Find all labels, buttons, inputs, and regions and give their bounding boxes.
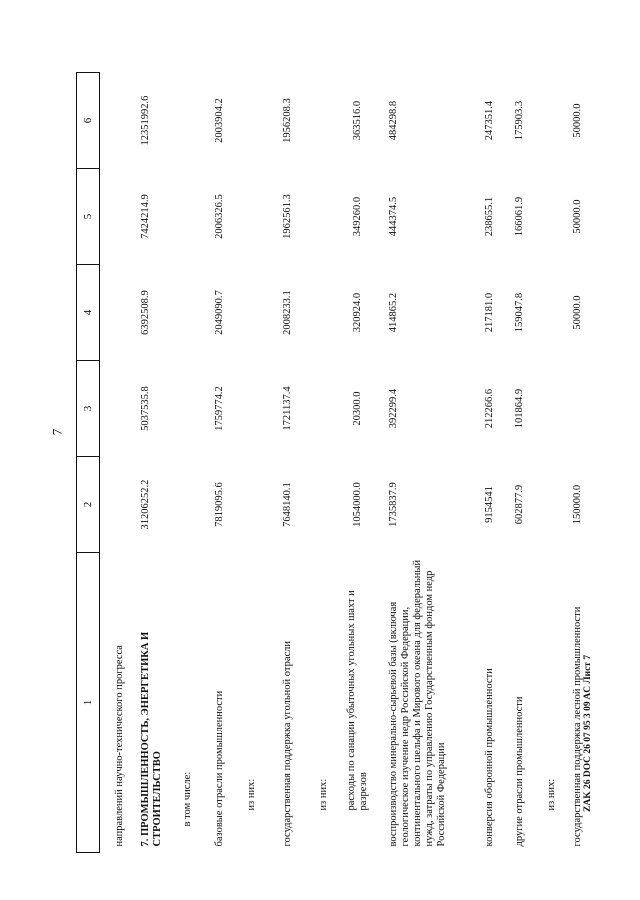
cell-value: 1759774.2: [213, 386, 225, 431]
cell-value: [172, 361, 204, 457]
cell-value: [534, 73, 564, 169]
cell-value: [534, 361, 564, 457]
cell-value: [100, 361, 132, 457]
cell-value: 320924.0: [351, 292, 363, 333]
row-label: воспроизводство минерально-сырьевой базы (включая геологическое изучение недр Российской Федерации, континентального шельфа и Мирового океана для федеральный нужд, затраты по управлению Государственным фондом недр Российской Федерации: [387, 559, 447, 847]
row-label: 7. ПРОМЫШЛЕННОСТЬ, ЭНЕРГЕТИКА И СТРОИТЕЛЬСТВО: [139, 631, 163, 847]
table-row: [380, 73, 476, 853]
cell-value: [236, 457, 268, 553]
table-row: [336, 73, 380, 853]
cell-value: 6392508.9: [139, 290, 151, 335]
table-row: [476, 73, 506, 853]
row-label: из них:: [245, 778, 257, 811]
cell-value: 175903.3: [513, 100, 525, 141]
column-header: 3: [77, 361, 100, 457]
row-label: базовые отрасли промышленности: [213, 690, 225, 847]
cell-value: 212266.6: [483, 388, 495, 429]
cell-value: 50000.0: [571, 295, 583, 330]
cell-value: [236, 361, 268, 457]
cell-value: 9154541: [483, 486, 495, 523]
cell-value: 217181.0: [483, 292, 495, 333]
cell-value: 1054000.0: [351, 482, 363, 527]
column-header: 4: [77, 265, 100, 361]
cell-value: [534, 457, 564, 553]
row-label: в том числе:: [181, 771, 193, 827]
footer-code-text: ZAK 26 DOC 26 07 95 3 09 AC Лист 7: [583, 654, 593, 812]
table-row: [506, 73, 534, 853]
cell-value: [100, 169, 132, 265]
cell-value: 159047.8: [513, 292, 525, 333]
cell-value: 7819095.6: [213, 482, 225, 527]
page-number: 7: [49, 428, 65, 436]
cell-value: 2006326.5: [213, 194, 225, 239]
cell-value: 392299.4: [387, 388, 399, 429]
cell-value: [236, 73, 268, 169]
cell-value: [308, 457, 336, 553]
table-row: [100, 73, 132, 853]
cell-value: 150000.0: [571, 484, 583, 525]
cell-value: [236, 169, 268, 265]
cell-value: 414865.2: [387, 292, 399, 333]
cell-value: [172, 265, 204, 361]
table-row: [236, 73, 268, 853]
cell-value: 349260.0: [351, 196, 363, 237]
row-label: государственная поддержка угольной отрасли: [281, 640, 293, 847]
cell-value: 1735837.9: [387, 482, 399, 527]
cell-value: [308, 361, 336, 457]
cell-value: 444374.5: [387, 196, 399, 237]
row-label: конверсия оборонной промышленности: [483, 668, 495, 847]
cell-value: 50000.0: [571, 199, 583, 234]
cell-value: 31206252.2: [139, 479, 151, 530]
cell-value: 7648140.1: [281, 482, 293, 527]
cell-value: 602877.9: [513, 484, 525, 525]
cell-value: [236, 265, 268, 361]
table-row: [534, 73, 564, 853]
cell-value: 5037535.8: [139, 386, 151, 431]
row-label: другие отрасли промышленности: [513, 696, 525, 847]
table-row: [268, 73, 308, 853]
column-number-row: [77, 73, 100, 853]
column-header: 1: [77, 553, 100, 853]
cell-value: 2049090.7: [213, 290, 225, 335]
budget-table-container: [75, 70, 583, 850]
cell-value: [308, 169, 336, 265]
cell-value: 20300.0: [351, 391, 363, 426]
cell-value: 247351.4: [483, 100, 495, 141]
cell-value: [172, 457, 204, 553]
column-header: 6: [77, 73, 100, 169]
column-header: 2: [77, 457, 100, 553]
table-row: [204, 73, 236, 853]
table-row: [132, 73, 172, 853]
cell-value: 12351992.6: [139, 95, 151, 146]
table-row: [308, 73, 336, 853]
row-label: из них:: [545, 778, 557, 811]
column-header: 5: [77, 169, 100, 265]
cell-value: 1721137.4: [281, 386, 293, 431]
table-row: [172, 73, 204, 853]
cell-value: 484298.8: [387, 100, 399, 141]
row-label: расходы по санации убыточных угольных шахт и разрезов: [345, 590, 369, 811]
row-label: из них:: [317, 778, 329, 811]
cell-value: 166061.9: [513, 196, 525, 237]
cell-value: 1956208.3: [281, 98, 293, 143]
cell-value: 50000.0: [571, 103, 583, 138]
cell-value: [100, 73, 132, 169]
cell-value: 363516.0: [351, 100, 363, 141]
cell-value: 2003904.2: [213, 98, 225, 143]
cell-value: [172, 73, 204, 169]
cell-value: [564, 361, 590, 457]
cell-value: [534, 169, 564, 265]
cell-value: [100, 457, 132, 553]
row-label: направлений научно-технического прогресса: [114, 645, 125, 847]
cell-value: [100, 265, 132, 361]
cell-value: [308, 265, 336, 361]
cell-value: 2008233.1: [281, 290, 293, 335]
row-label: государственная поддержка лесной промышленности: [571, 606, 583, 847]
budget-table: [76, 72, 590, 853]
cell-value: [308, 73, 336, 169]
cell-value: [534, 265, 564, 361]
cell-value: 238655.1: [483, 196, 495, 237]
rotated-page-content: [76, 73, 581, 853]
cell-value: 7424214.9: [139, 194, 151, 239]
cell-value: [172, 169, 204, 265]
cell-value: 101864.9: [513, 388, 525, 429]
table-row: [564, 73, 590, 853]
cell-value: 1962561.3: [281, 194, 293, 239]
